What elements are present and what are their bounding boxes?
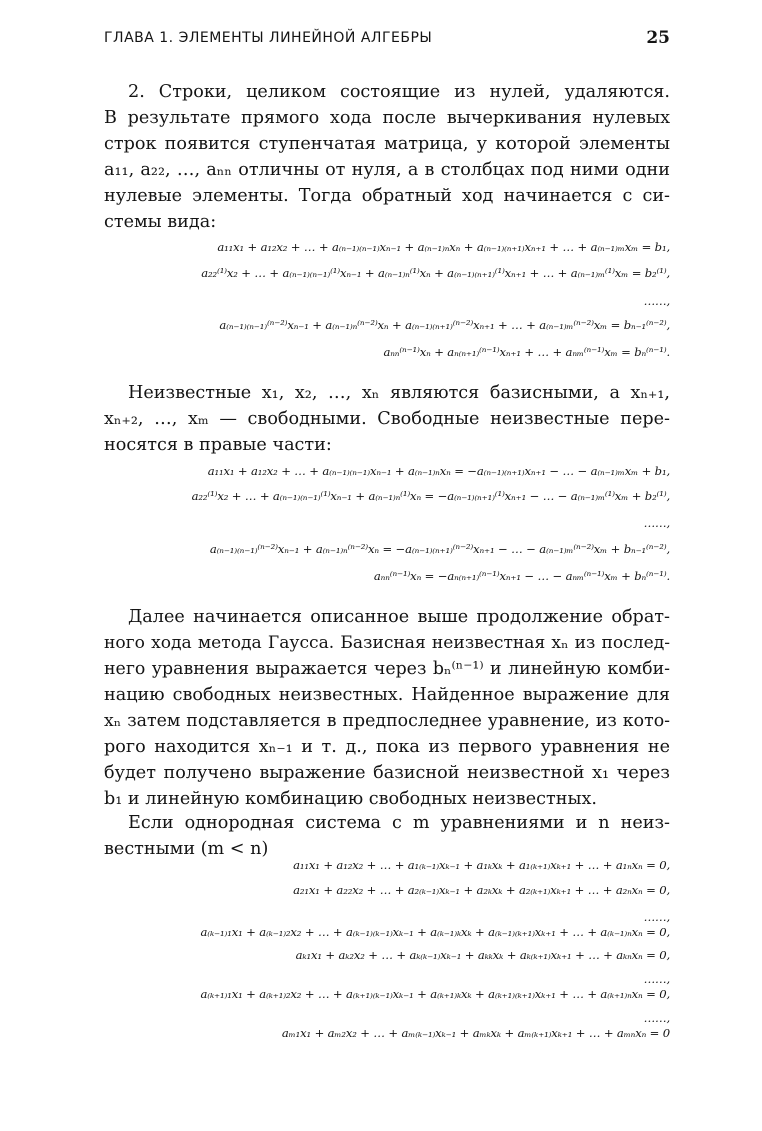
equation-line: a₂₁x₁ + a₂₂x₂ + … + a₂₍ₖ₋₁₎xₖ₋₁ + a₂ₖxₖ + a₂₍ₖ₊₁₎xₖ₊₁ + … + a₂ₙxₙ = 0, <box>293 883 670 897</box>
running-header <box>104 28 670 50</box>
text-line: Неизвестные x₁, x₂, …, xₙ являются базисными, а xₙ₊₁, <box>128 383 670 403</box>
equation-line: aₖ₁x₁ + aₖ₂x₂ + … + aₖ₍ₖ₋₁₎xₖ₋₁ + aₖₖxₖ + aₖ₍ₖ₊₁₎xₖ₊₁ + … + aₖₙxₙ = 0, <box>295 948 670 962</box>
text-line: b₁ и линейную комбинацию свободных неизвестных. <box>104 789 597 809</box>
text-line: носятся в правые части: <box>104 435 332 455</box>
paragraph-basis-unknowns <box>104 380 670 458</box>
text-line: ного хода метода Гаусса. Базисная неизвестная xₙ из послед- <box>104 633 670 653</box>
paragraph-zero-rows <box>104 79 670 235</box>
equation-line: a₁₁x₁ + a₁₂x₂ + … + a₁₍ₖ₋₁₎xₖ₋₁ + a₁ₖxₖ + a₁₍ₖ₊₁₎xₖ₊₁ + … + a₁ₙxₙ = 0, <box>293 858 670 872</box>
text-line: нулевые элементы. Тогда обратный ход начинается с си- <box>104 186 670 206</box>
equation-line: aₙₙ⁽ⁿ⁻¹⁾xₙ = −aₙ₍ₙ₊₁₎⁽ⁿ⁻¹⁾xₙ₊₁ − … − aₙₘ⁽ⁿ⁻¹⁾xₘ + bₙ⁽ⁿ⁻¹⁾. <box>373 569 670 583</box>
equation-ellipsis: ……, <box>643 1011 670 1025</box>
text-line: В результате прямого хода после вычеркивания нулевых <box>104 108 670 128</box>
text-line: вестными (m < n) <box>104 839 269 859</box>
equation-ellipsis: ……, <box>643 910 670 924</box>
equation-line: a₍ₖ₋₁₎₁x₁ + a₍ₖ₋₁₎₂x₂ + … + a₍ₖ₋₁₎₍ₖ₋₁₎xₖ₋₁ + a₍ₖ₋₁₎ₖxₖ + a₍ₖ₋₁₎₍ₖ₊₁₎xₖ₊₁ + … + a₍ₖ₋₁₎ₙxₙ = 0, <box>200 925 670 939</box>
text-line: будет получено выражение базисной неизвестной x₁ через <box>104 763 670 783</box>
text-line: нацию свободных неизвестных. Найденное выражение для <box>104 685 670 705</box>
equation-ellipsis: ……, <box>643 294 670 308</box>
equation-line: aₘ₁x₁ + aₘ₂x₂ + … + aₘ₍ₖ₋₁₎xₖ₋₁ + aₘₖxₖ + aₘ₍ₖ₊₁₎xₖ₊₁ + … + aₘₙxₙ = 0 <box>281 1026 670 1040</box>
equation-line: a₍ₙ₋₁₎₍ₙ₋₁₎⁽ⁿ⁻²⁾xₙ₋₁ + a₍ₙ₋₁₎ₙ⁽ⁿ⁻²⁾xₙ = −a₍ₙ₋₁₎₍ₙ₊₁₎⁽ⁿ⁻²⁾xₙ₊₁ − … − a₍ₙ₋₁₎ₘ⁽ⁿ⁻²⁾xₘ + bₙ₋₁⁽ⁿ⁻²⁾, <box>209 542 670 556</box>
equation-line: a₂₂⁽¹⁾x₂ + … + a₍ₙ₋₁₎₍ₙ₋₁₎⁽¹⁾xₙ₋₁ + a₍ₙ₋₁₎ₙ⁽¹⁾xₙ + a₍ₙ₋₁₎₍ₙ₊₁₎⁽¹⁾xₙ₊₁ + … + a₍ₙ₋₁₎ₘ⁽¹⁾xₘ = b₂⁽¹⁾, <box>201 266 670 280</box>
text-line: него уравнения выражается через bₙ⁽ⁿ⁻¹⁾ и линейную комби- <box>104 659 670 679</box>
equation-ellipsis: ……, <box>643 972 670 986</box>
chapter-title: ГЛАВА 1. ЭЛЕМЕНТЫ ЛИНЕЙНОЙ АЛГЕБРЫ <box>104 30 433 46</box>
text-line: xₙ₊₂, …, xₘ — свободными. Свободные неизвестные пере- <box>104 409 670 429</box>
text-line: Далее начинается описанное выше продолжение обрат- <box>128 607 670 627</box>
equation-line: aₙₙ⁽ⁿ⁻¹⁾xₙ + aₙ₍ₙ₊₁₎⁽ⁿ⁻¹⁾xₙ₊₁ + … + aₙₘ⁽ⁿ⁻¹⁾xₘ = bₙ⁽ⁿ⁻¹⁾. <box>383 345 670 359</box>
equation-line: a₁₁x₁ + a₁₂x₂ + … + a₍ₙ₋₁₎₍ₙ₋₁₎xₙ₋₁ + a₍ₙ₋₁₎ₙxₙ + a₍ₙ₋₁₎₍ₙ₊₁₎xₙ₊₁ + … + a₍ₙ₋₁₎ₘxₘ = b₁, <box>217 240 670 254</box>
equation-line: a₍ₖ₊₁₎₁x₁ + a₍ₖ₊₁₎₂x₂ + … + a₍ₖ₊₁₎₍ₖ₋₁₎xₖ₋₁ + a₍ₖ₊₁₎ₖxₖ + a₍ₖ₊₁₎₍ₖ₊₁₎xₖ₊₁ + … + a₍ₖ₊₁₎ₙxₙ = 0, <box>200 987 670 1001</box>
equation-line: a₍ₙ₋₁₎₍ₙ₋₁₎⁽ⁿ⁻²⁾xₙ₋₁ + a₍ₙ₋₁₎ₙ⁽ⁿ⁻²⁾xₙ + a₍ₙ₋₁₎₍ₙ₊₁₎⁽ⁿ⁻²⁾xₙ₊₁ + … + a₍ₙ₋₁₎ₘ⁽ⁿ⁻²⁾xₘ = bₙ₋₁⁽ⁿ⁻²⁾, <box>219 318 670 332</box>
page-number: 25 <box>646 28 670 48</box>
equation-ellipsis: ……, <box>643 516 670 530</box>
text-line: стемы вида: <box>104 212 217 232</box>
text-line: рого находится xₙ₋₁ и т. д., пока из первого уравнения не <box>104 737 670 757</box>
text-line: a₁₁, a₂₂, …, aₙₙ отличны от нуля, а в столбцах под ними одни <box>104 160 670 180</box>
text-line: xₙ затем подставляется в предпоследнее уравнение, из кото- <box>104 711 670 731</box>
equation-line: a₂₂⁽¹⁾x₂ + … + a₍ₙ₋₁₎₍ₙ₋₁₎⁽¹⁾xₙ₋₁ + a₍ₙ₋₁₎ₙ⁽¹⁾xₙ = −a₍ₙ₋₁₎₍ₙ₊₁₎⁽¹⁾xₙ₊₁ − … − a₍ₙ₋₁₎ₘ⁽¹⁾xₘ + b₂⁽¹⁾, <box>191 489 670 503</box>
paragraph-homogeneous <box>104 810 670 862</box>
text-line: 2. Строки, целиком состоящие из нулей, удаляются. <box>128 82 670 102</box>
equation-line: a₁₁x₁ + a₁₂x₂ + … + a₍ₙ₋₁₎₍ₙ₋₁₎xₙ₋₁ + a₍ₙ₋₁₎ₙxₙ = −a₍ₙ₋₁₎₍ₙ₊₁₎xₙ₊₁ − … − a₍ₙ₋₁₎ₘxₘ + b₁, <box>207 464 670 478</box>
text-line: строк появится ступенчатая матрица, у которой элементы <box>104 134 670 154</box>
paragraph-gauss-back <box>104 604 670 812</box>
text-line: Если однородная система с m уравнениями и n неиз- <box>128 813 670 833</box>
